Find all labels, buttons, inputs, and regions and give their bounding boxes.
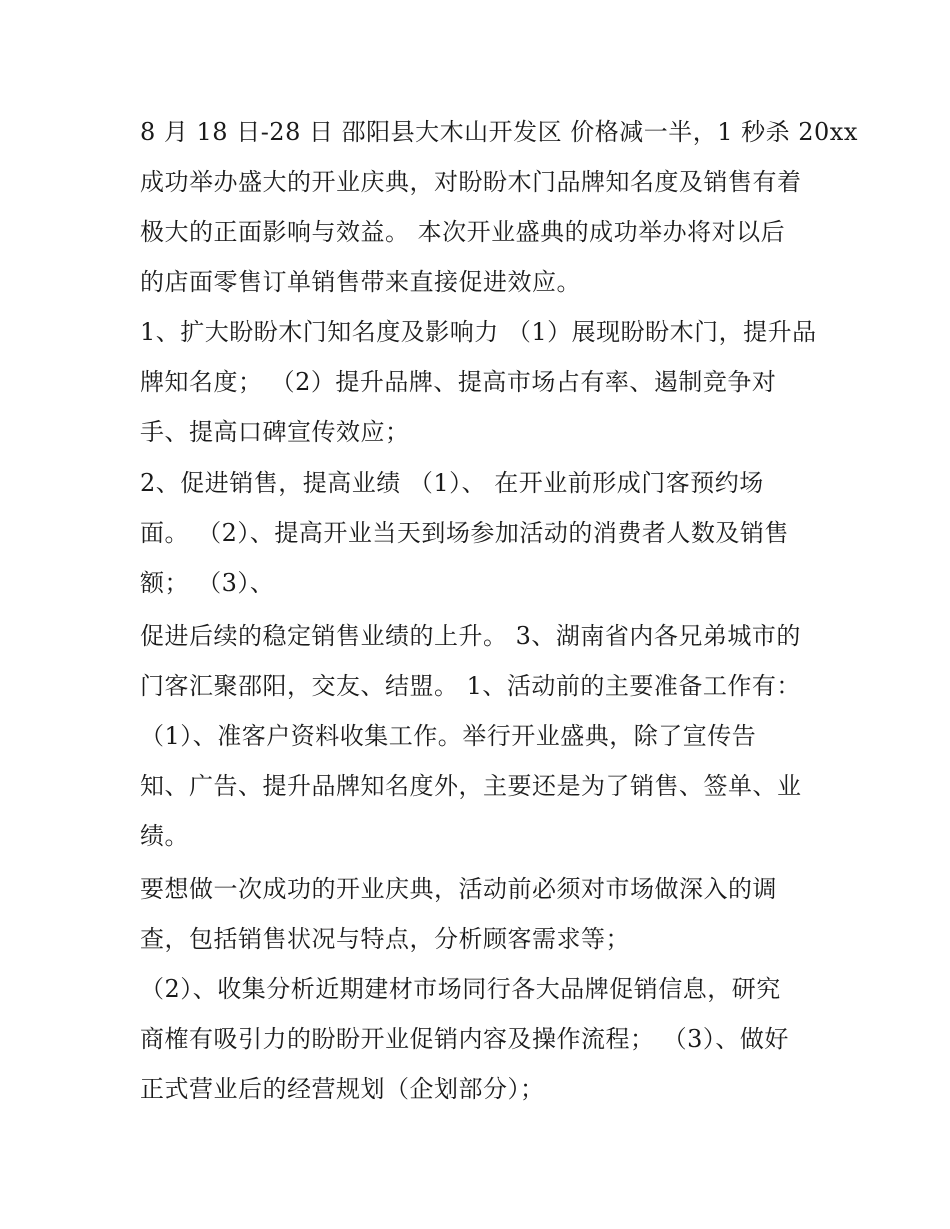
text-line: 面。 （2）、提高开业当天到场参加活动的消费者人数及销售 — [140, 519, 789, 547]
text-line: 极大的正面影响与效益。 本次开业盛典的成功举办将对以后 — [140, 218, 786, 246]
text-line: 1、扩大盼盼木门知名度及影响力 （1）展现盼盼木门，提升品 — [140, 318, 817, 346]
text-line: 手、提高口碑宣传效应； — [140, 418, 410, 446]
text-line: 查，包括销售状况与特点，分析顾客需求等； — [140, 925, 630, 953]
text-line: 知、广告、提升品牌知名度外，主要还是为了销售、签单、业 — [140, 772, 802, 800]
text-line: 正式营业后的经营规划（企划部分）； — [140, 1075, 545, 1103]
text-line: 门客汇聚邵阳，交友、结盟。 1、活动前的主要准备工作有： — [140, 672, 801, 700]
text-line: 要想做一次成功的开业庆典，活动前必须对市场做深入的调 — [140, 875, 777, 903]
text-line: 2、促进销售，提高业绩 （1）、 在开业前形成门客预约场 — [140, 469, 764, 497]
text-line: 成功举办盛大的开业庆典，对盼盼木门品牌知名度及销售有着 — [140, 168, 802, 196]
text-line: 绩。 — [140, 822, 189, 850]
text-line: 促进后续的稳定销售业绩的上升。 3、湖南省内各兄弟城市的 — [140, 622, 801, 650]
text-line: （2）、收集分析近期建材市场同行各大品牌促销信息，研究 — [140, 975, 781, 1003]
text-line: 8 月 18 日-28 日 邵阳县大木山开发区 价格减一半，1 秒杀 20xx — [140, 118, 858, 146]
text-line: 额； （3）、 — [140, 569, 275, 597]
text-line: （1）、准客户资料收集工作。举行开业盛典，除了宣传告 — [140, 722, 757, 750]
text-line: 牌知名度； （2）提升品牌、提高市场占有率、遏制竞争对 — [140, 368, 777, 396]
text-line: 商榷有吸引力的盼盼开业促销内容及操作流程； （3）、做好 — [140, 1025, 789, 1053]
text-line: 的店面零售订单销售带来直接促进效应。 — [140, 268, 581, 296]
